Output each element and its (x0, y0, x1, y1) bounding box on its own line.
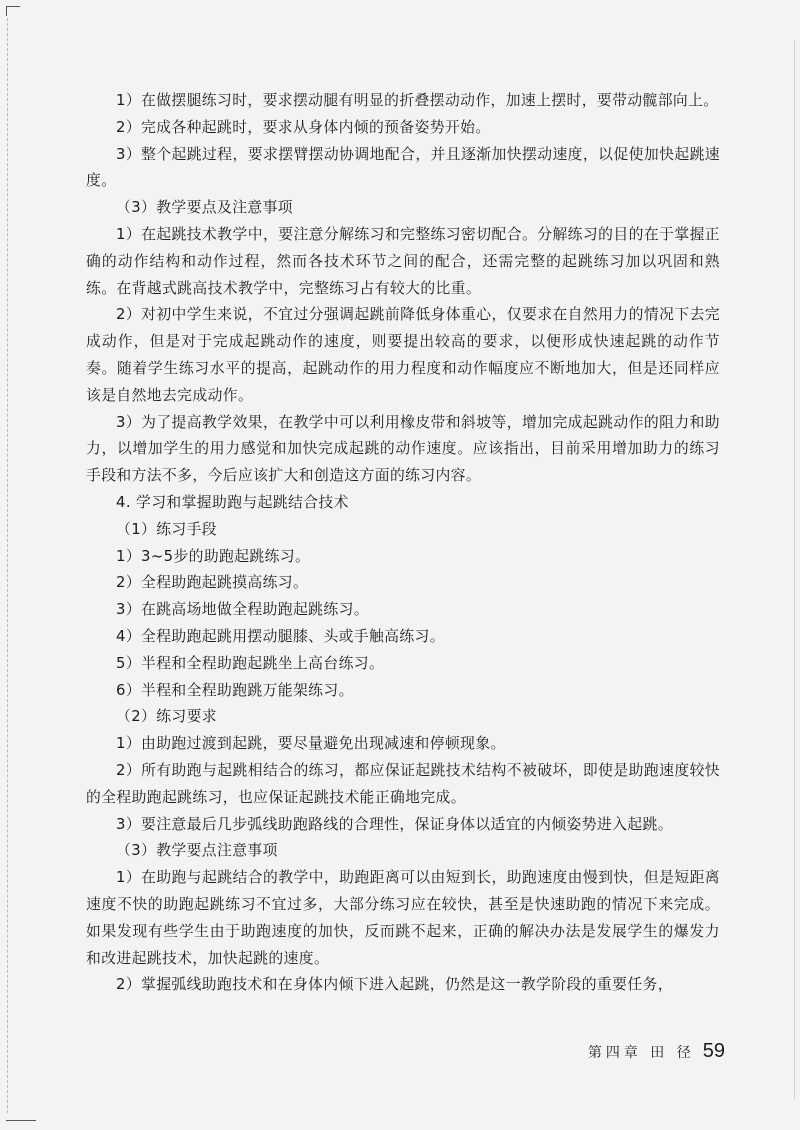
paragraph-teaching-point-3: 3）为了提高教学效果，在教学中可以利用橡皮带和斜坡等，增加完成起跳动作的阻力和助力，以增加学生的用力感觉和加快完成起跳的动作速度。应该指出，目前采用增加助力的练习手段和方法不多，今后应该扩大和创造这方面的练习内容。 (86, 413, 720, 485)
paragraph-requirement-1: 1）由助跑过渡到起跳，要尽量避免出现减速和停顿现象。 (116, 735, 506, 753)
paragraph-swing-leg-requirement: 1）在做摆腿练习时，要求摆动腿有明显的折叠摆动动作，加速上摆时，要带动髋部向上。 (116, 92, 719, 109)
section-heading-runup-takeoff: 4. 学习和掌握助跑与起跳结合技术 (116, 493, 349, 511)
paragraph-arm-swing-requirement: 3）整个起跳过程，要求摆臂摆动协调地配合，并且逐渐加快摆动速度，以促使加快起跳速度。 (86, 145, 720, 190)
running-chapter-title: 第四章 田 径 (587, 1045, 695, 1061)
list-item-practice-3: 3）在跳高场地做全程助跑起跳练习。 (116, 601, 369, 619)
list-item-practice-4: 4）全程助跑起跳用摆动腿膝、头或手触高练习。 (116, 627, 445, 645)
list-item-practice-5: 5）半程和全程助跑起跳坐上高台练习。 (116, 654, 385, 672)
subheading-practice-means: （1）练习手段 (116, 520, 217, 538)
page-edge-line (794, 40, 795, 1100)
subheading-teaching-notes: （3）教学要点注意事项 (116, 842, 278, 860)
subheading-teaching-points: （3）教学要点及注意事项 (116, 199, 293, 217)
paragraph-note-2: 2）掌握弧线助跑技术和在身体内倾下进入起跳，仍然是这一教学阶段的重要任务， (116, 976, 673, 994)
paragraph-teaching-point-1: 1）在起跳技术教学中，要注意分解练习和完整练习密切配合。分解练习的目的在于掌握正确的动作结构和动作过程，然而各技术环节之间的配合，还需完整的起跳练习加以巩固和熟练。在背越式跳高技术教学中，完整练习占有较大的比重。 (86, 225, 720, 297)
list-item-practice-6: 6）半程和全程助跑跳万能架练习。 (116, 681, 354, 699)
corner-crop-mark-top (6, 6, 20, 7)
paragraph-note-1: 1）在助跑与起跳结合的教学中，助跑距离可以由短到长，助跑速度由慢到快，但是短距离速度不快的助跑起跳练习不宜过多，大部分练习应在较快，甚至是快速助跑的情况下来完成。如果发现有些学生由于助跑速度的加快，反而跳不起来，正确的解决办法是发展学生的爆发力和改进起跳技术，加快起跳的速度。 (86, 869, 720, 967)
paragraph-requirement-2: 2）所有助跑与起跳相结合的练习，都应保证起跳技术结构不被破坏，即使是助跑速度较快的全程助跑起跳练习，也应保证起跳技术能正确地完成。 (86, 761, 720, 806)
page-body (86, 88, 720, 999)
page-number: 59 (702, 1040, 725, 1062)
paragraph-lean-start-requirement: 2）完成各种起跳时，要求从身体内倾的预备姿势开始。 (116, 118, 491, 136)
list-item-practice-2: 2）全程助跑起跳摸高练习。 (116, 574, 309, 592)
list-item-practice-1: 1）3~5步的助跑起跳练习。 (116, 547, 311, 565)
paragraph-teaching-point-2: 2）对初中学生来说，不宜过分强调起跳前降低身体重心，仅要求在自然用力的情况下去完成动作，但是对于完成起跳动作的速度，则要提出较高的要求，以便形成快速起跳的动作节奏。随着学生练习水平的提高，起跳动作的用力程度和动作幅度应不断地加大，但是还同样应该是自然地去完成动作。 (86, 306, 720, 404)
page-footer (555, 1040, 725, 1070)
subheading-practice-requirements: （2）练习要求 (116, 708, 217, 726)
corner-crop-mark-bottom (6, 1120, 36, 1121)
paragraph-requirement-3: 3）要注意最后几步弧线助跑路线的合理性，保证身体以适宜的内倾姿势进入起跳。 (116, 815, 673, 833)
binding-dashed-line (7, 18, 8, 1113)
